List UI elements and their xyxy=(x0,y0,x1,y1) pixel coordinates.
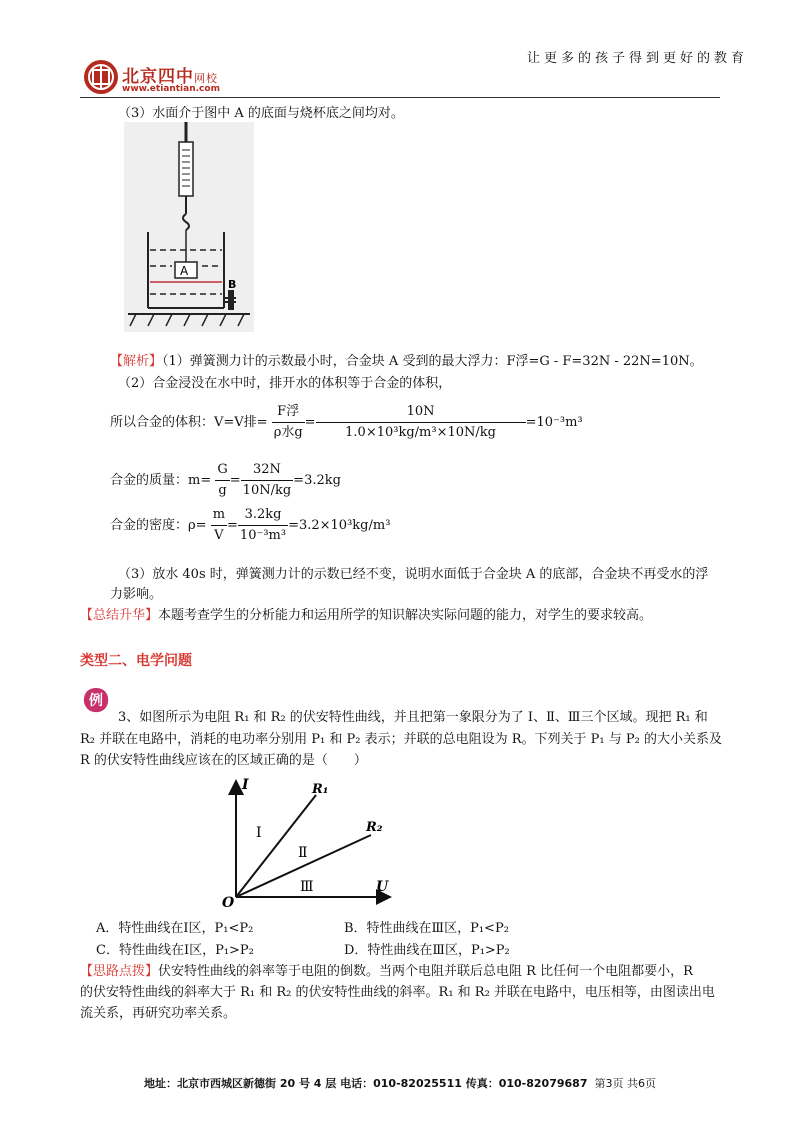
region-2-label: Ⅱ xyxy=(298,845,308,861)
density-fraction-symbolic: $\frac{m}{V}$ xyxy=(212,507,226,543)
footer-address: 地址：北京市西城区新德街 20 号 4 层 电话：010-82025511 传真：010-82079687 xyxy=(144,1077,588,1090)
option-a: A．特性曲线在Ⅰ区，P₁<P₂ xyxy=(96,921,254,936)
hint-line3: 流关系，再研究功率关系。 xyxy=(80,1006,237,1021)
analysis-line1: 【解析】（1）弹簧测力计的示数最小时，合金块 A 受到的最大浮力：F浮=G - F=32N - 22N=10N。 xyxy=(110,354,703,369)
footer xyxy=(80,1075,720,1091)
question3-line1: 3、如图所示为电阻 R₁ 和 R₂ 的伏安特性曲线，并且把第一象限分为了 Ⅰ、Ⅱ、Ⅲ三个区域。现把 R₁ 和 xyxy=(118,710,708,725)
region-3-label: Ⅲ xyxy=(300,879,314,895)
part3-question: （3）水面介于图中 A 的底面与烧杯底之间均对。 xyxy=(118,106,404,121)
volume-fraction-symbolic: $\frac{\text{F浮}}{\text{ρ水g}}$ xyxy=(273,404,303,440)
block-a-label: A xyxy=(180,264,189,278)
analysis-line2: （2）合金浸没在水中时，排开水的体积等于合金的体积， xyxy=(118,376,452,391)
region-1-label: Ⅰ xyxy=(256,825,262,841)
hint-line1: 【思路点拨】伏安特性曲线的斜率等于电阻的倒数。当两个电阻并联后总电阻 R 比任何一个电阻都要小，R xyxy=(80,964,693,979)
analysis-line3a: （3）放水 40s 时，弹簧测力计的示数已经不变，说明水面低于合金块 A 的底部，合金块不再受水的浮 xyxy=(118,567,709,582)
header-slogan: 让更多的孩子得到更好的教育 xyxy=(527,51,749,66)
spring-scale-figure xyxy=(124,122,254,332)
iv-graph xyxy=(216,775,396,910)
origin-label: O xyxy=(222,895,235,910)
logo-url: www.etiantian.com xyxy=(122,84,220,94)
summary: 【总结升华】本题考查学生的分析能力和运用所学的知识解决实际问题的能力，对学生的要求较高。 xyxy=(80,608,653,623)
density-fraction-numeric: $\frac{3.2kg}{\text{10⁻³m³}}$ xyxy=(239,507,287,543)
mass-equation: 合金的质量：m= $\frac{G}{g}$ = $\frac{32N}{10N/kg}$ =3.2kg xyxy=(110,460,341,501)
analysis-tag: 【解析】 xyxy=(110,354,163,369)
option-b: B．特性曲线在Ⅲ区，P₁<P₂ xyxy=(344,921,509,936)
hint-line2: 的伏安特性曲线的斜率大于 R₁ 和 R₂ 的伏安特性曲线的斜率。R₁ 和 R₂ 并联在电路中，电压相等，由图读出电 xyxy=(80,985,715,1000)
logo xyxy=(82,58,120,96)
tap-b-label: B xyxy=(228,278,237,291)
volume-fraction-numeric: $\frac{10N}{\text{1.0×10³kg/m³×10N/kg}}$ xyxy=(316,402,526,443)
header-divider xyxy=(80,97,720,98)
footer-page: 第3页 共6页 xyxy=(594,1077,656,1090)
density-equation: 合金的密度：ρ= $\frac{m}{V}$ = $\frac{3.2kg}{\text{10⁻³m³}}$ =3.2×10³kg/m³ xyxy=(110,505,390,546)
y-axis-label: I xyxy=(242,777,249,793)
volume-equation: 所以合金的体积：V=V排= $\frac{\text{F浮}}{\text{ρ水g}}$ = $\frac{10N}{\text{1.0×10³kg/m³×10N/kg}}$ =10⁻³m³ xyxy=(110,402,583,443)
hint-tag: 【思路点拨】 xyxy=(80,964,159,979)
question3-line3: R 的伏安特性曲线应该在的区域正确的是（ ） xyxy=(80,753,367,768)
logo-emblem-icon xyxy=(82,58,120,96)
mass-fraction-numeric: $\frac{32N}{10N/kg}$ xyxy=(242,462,292,498)
option-c: C．特性曲线在Ⅰ区，P₁>P₂ xyxy=(96,943,254,958)
summary-tag: 【总结升华】 xyxy=(80,608,159,623)
option-d: D．特性曲线在Ⅲ区，P₁>P₂ xyxy=(344,943,510,958)
r1-label: R₁ xyxy=(312,782,329,797)
example-badge: 例 xyxy=(82,686,110,714)
x-axis-label: U xyxy=(376,879,389,895)
analysis-line3b: 力影响。 xyxy=(110,587,163,602)
question3-line2: R₂ 并联在电路中，消耗的电功率分别用 P₁ 和 P₂ 表示；并联的总电阻设为 R。下列关于 P₁ 与 P₂ 的大小关系及 xyxy=(80,732,722,747)
r2-label: R₂ xyxy=(366,820,383,835)
section-heading: 类型二、电学问题 xyxy=(80,653,192,669)
mass-fraction-symbolic: $\frac{G}{g}$ xyxy=(217,462,228,498)
logo-name: 北京四中网校 xyxy=(122,67,218,87)
